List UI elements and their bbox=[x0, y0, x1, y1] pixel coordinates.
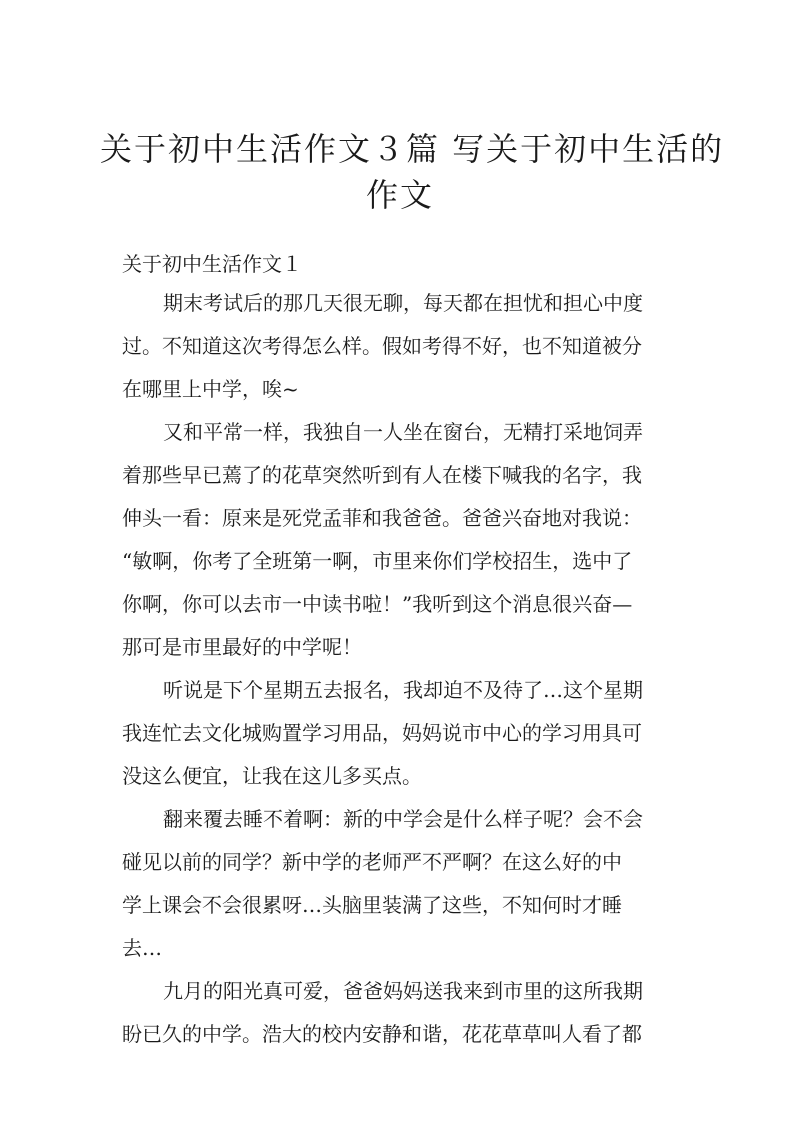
document-title-line-2: 作文 bbox=[365, 176, 434, 214]
paragraph-line: 九月的阳光真可爱，爸爸妈妈送我来到市里的这所我期 bbox=[163, 979, 643, 1003]
paragraph-line: 去… bbox=[122, 936, 162, 960]
paragraph-line: 碰见以前的同学？新中学的老师严不严啊？在这么好的中 bbox=[122, 850, 622, 874]
section-heading: 关于初中生活作文１ bbox=[122, 252, 302, 276]
paragraph-line: 伸头一看：原来是死党孟菲和我爸爸。爸爸兴奋地对我说： bbox=[122, 506, 642, 530]
paragraph-line: 着那些早已蔫了的花草突然听到有人在楼下喊我的名字，我 bbox=[122, 463, 642, 487]
paragraph-line: 翻来覆去睡不着啊：新的中学会是什么样子呢？会不会 bbox=[163, 807, 643, 831]
paragraph-line: 我连忙去文化城购置学习用品，妈妈说市中心的学习用具可 bbox=[122, 721, 642, 745]
document-title-line-1: 关于初中生活作文３篇 写关于初中生活的 bbox=[100, 130, 725, 168]
paragraph-line: 过。不知道这次考得怎么样。假如考得不好，也不知道被分 bbox=[122, 334, 642, 358]
paragraph-line: 学上课会不会很累呀…头脑里装满了这些，不知何时才睡 bbox=[122, 893, 622, 917]
paragraph-line: 没这么便宜，让我在这儿多买点。 bbox=[122, 764, 422, 788]
paragraph-line: 盼已久的中学。浩大的校内安静和谐，花花草草叫人看了都 bbox=[122, 1022, 642, 1046]
paragraph-line: 那可是市里最好的中学呢！ bbox=[122, 635, 362, 659]
paragraph-line: 期末考试后的那几天很无聊，每天都在担忧和担心中度 bbox=[163, 291, 643, 315]
paragraph-line: 听说是下个星期五去报名，我却迫不及待了…这个星期 bbox=[163, 678, 643, 702]
paragraph-line: 你啊，你可以去市一中读书啦！”我听到这个消息很兴奋— bbox=[122, 592, 633, 616]
paragraph-line: 又和平常一样，我独自一人坐在窗台，无精打采地饲弄 bbox=[163, 420, 643, 444]
paragraph-line: 在哪里上中学，唉~ bbox=[122, 377, 299, 401]
paragraph-line: “敏啊，你考了全班第一啊，市里来你们学校招生，选中了 bbox=[122, 549, 633, 573]
